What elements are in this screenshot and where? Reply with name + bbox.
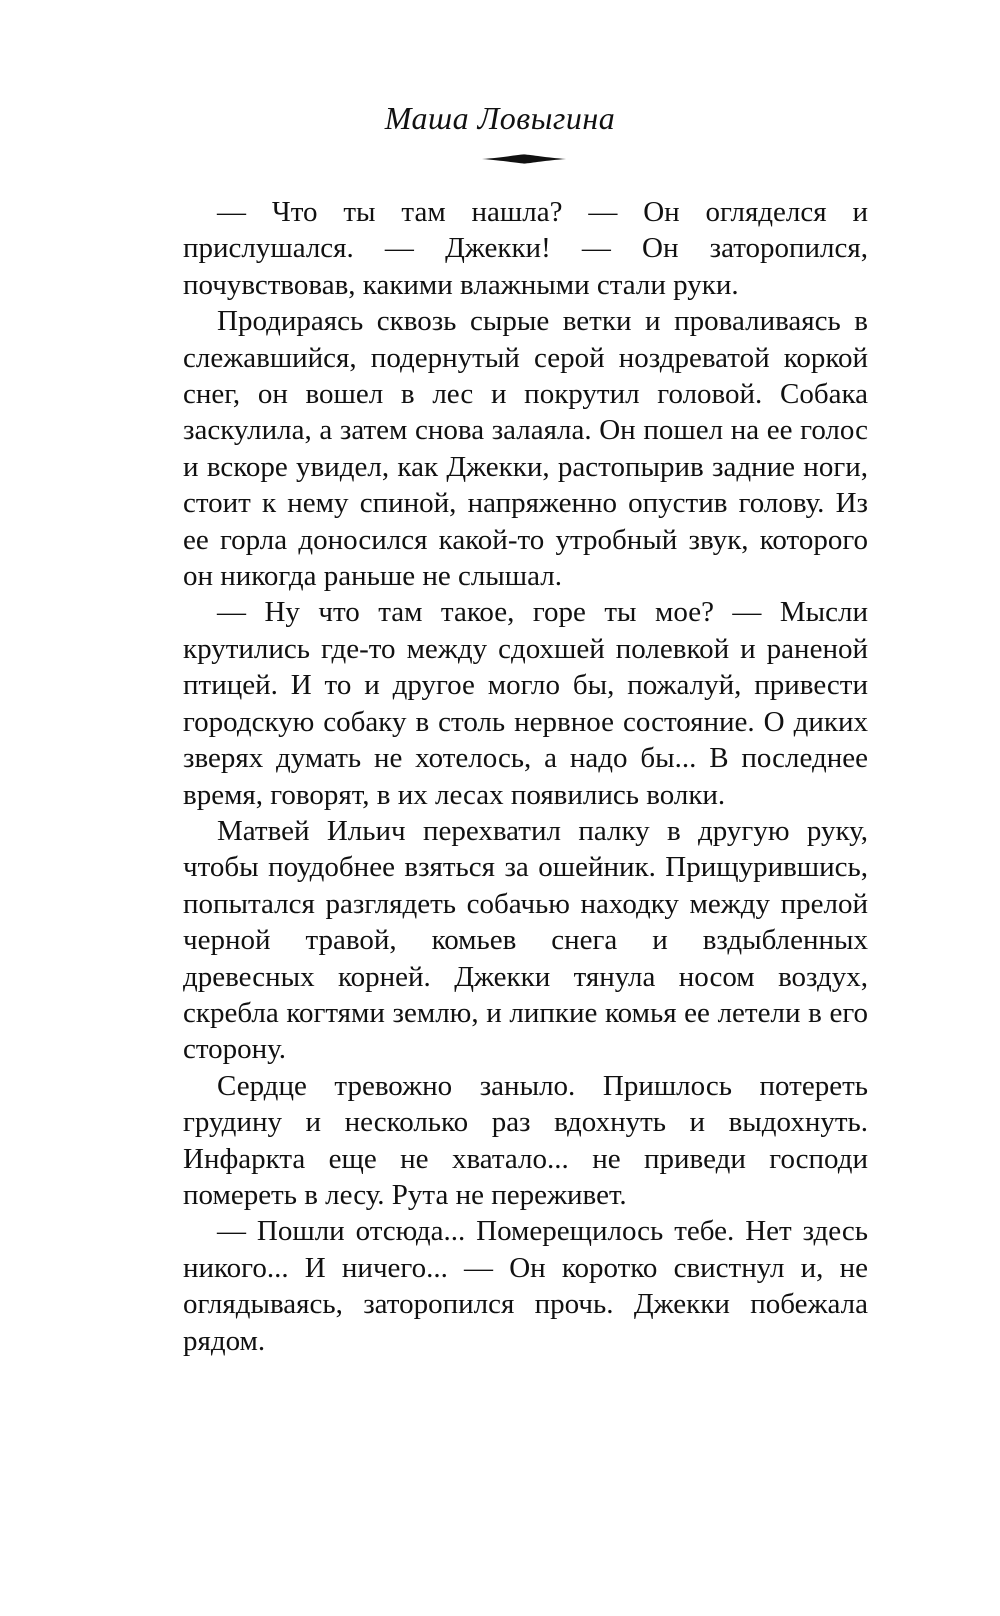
tapered-rule-ornament-icon bbox=[482, 152, 566, 166]
paragraph-5: Сердце тревожно заныло. Пришлось потереть грудину и несколько раз вдохнуть и выдохнуть. Инфаркта еще не хватало... не приведи господи померeть в лесу. Рута не переживет. bbox=[183, 1069, 868, 1211]
paragraph-1: — Что ты там нашла? — Он огляделся и прислушался. — Джекки! — Он заторопился, почувствовав, какими влажными стали руки. bbox=[183, 196, 868, 301]
paragraph-2: Продираясь сквозь сырые ветки и проваливаясь в слежавшийся, подернутый серой ноздреватой коркой снег, он вошел в лес и покрутил головой. Собака заскулила, а затем снова залаяла. Он пошел на ее голос и вскоре увидел, как Джекки, растопырив задние ноги, стоит к нему спиной, напряженно опустив голову. Из ее горла доносился какой-то утробный звук, которого он никогда раньше не слышал. bbox=[183, 305, 868, 593]
paragraph-6: — Пошли отсюда... Померещилось тебе. Нет здесь никого... И ничего... — Он коротко свистнул и, не оглядываясь, заторопился прочь. Джекки побежала рядом. bbox=[183, 1215, 868, 1357]
paragraph-4: Матвей Ильич перехватил палку в другую руку, чтобы поудобнее взяться за ошейник. Прищурившись, попытался разглядеть собачью находку между прелой черной травой, комьев снега и вздыбленных древесных корней. Джекки тянула носом воздух, скребла когтями землю, и липкие комья ее летели в его сторону. bbox=[183, 814, 868, 1066]
paragraph-3: — Ну что там такое, горе ты мое? — Мысли крутились где-то между сдохшей полевкой и раненой птицей. И то и другое могло бы, пожалуй, привести городскую собаку в столь нервное состояние. О диких зверях думать не хотелось, а надо бы... В последнее время, говорят, в их лесах появились волки. bbox=[183, 596, 868, 811]
running-head-author: Маша Ловыгина bbox=[384, 100, 616, 136]
body-text bbox=[183, 194, 868, 1359]
